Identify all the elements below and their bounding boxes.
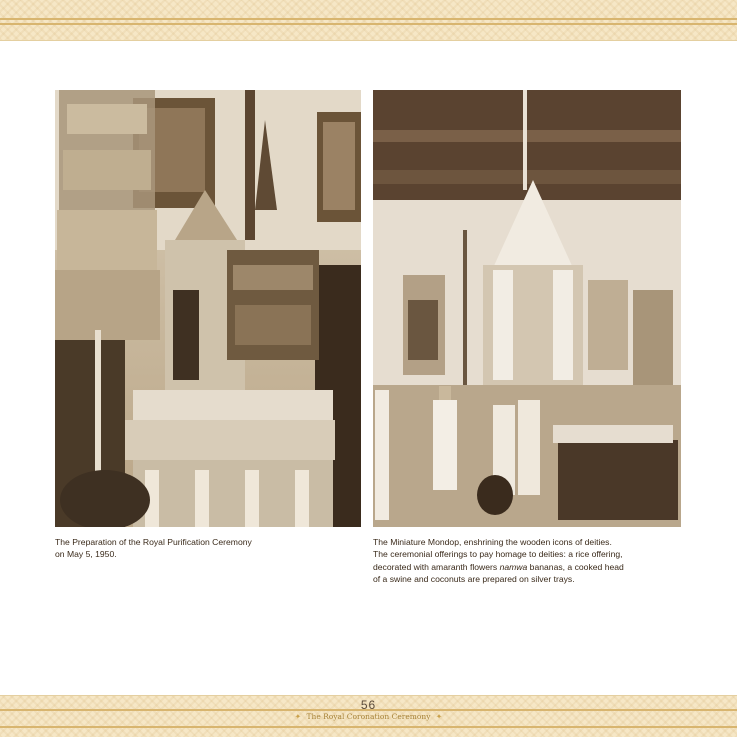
page-number: 56 [360,698,377,712]
bottom-band-rule [0,726,737,728]
caption-text: decorated with amaranth flowers [373,561,500,572]
caption-text: bananas, a cooked head [527,561,624,572]
caption-italic-term: namwa [499,561,528,572]
top-band-rule [0,23,737,25]
caption-text: The Miniature Mondop, enshrining the wooden icons of deities. [373,537,612,547]
caption-line [373,548,683,560]
top-decorative-band [0,0,737,41]
book-title: The Royal Coronation Ceremony [306,712,431,721]
caption-text: of a swine and coconuts are prepared on silver trays. [373,574,575,585]
caption-line: The Preparation of the Royal Purification Ceremony [55,537,252,547]
ornament-icon: ✦ [435,712,443,721]
caption-line [373,536,683,548]
photo-miniature-mondop [373,90,681,527]
caption-left [55,536,355,561]
photo-purification-ceremony [55,90,361,527]
caption-right [373,536,683,586]
ornament-icon: ✦ [294,712,302,721]
sepia-photograph-left [55,90,361,527]
caption-line: on May 5, 1950. [55,549,117,560]
caption-line [373,561,683,573]
sepia-photograph-right [373,90,681,527]
footer-title-line [0,712,737,721]
top-band-rule [0,18,737,20]
caption-line [373,573,683,585]
caption-text: The ceremonial offerings to pay homage to deities: a rice offering, [373,549,623,560]
